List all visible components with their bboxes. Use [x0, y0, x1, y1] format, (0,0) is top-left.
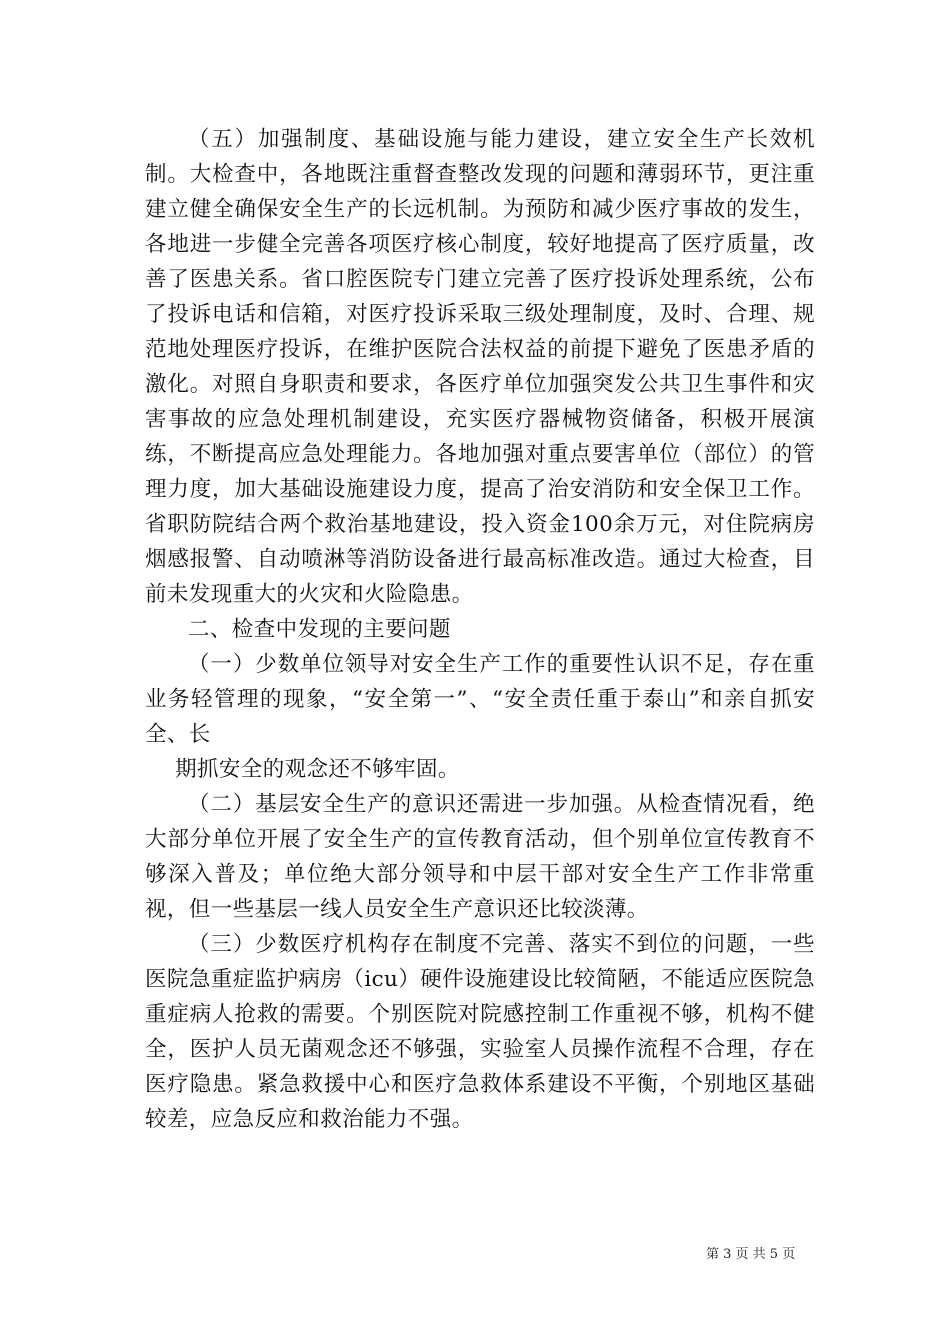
paragraph-issue-grassroots-awareness: （二）基层安全生产的意识还需进一步加强。从检查情况看，绝大部分单位开展了安全生产的宣传教育活动，但个别单位宣传教育不够深入普及；单位绝大部分领导和中层干部对安全生产工作非常重视，但一些基层一线人员安全生产意识还比较淡薄。 — [145, 792, 815, 922]
paragraph-issue-leadership-awareness: （一）少数单位领导对安全生产工作的重要性认识不足，存在重业务轻管理的现象，“安全第一”、“安全责任重于泰山”和亲自抓安全、长 — [145, 652, 815, 747]
paragraph-issue-leadership-awareness-continued: 期抓安全的观念还不够牢固。 — [175, 757, 460, 782]
document-body — [145, 122, 815, 1137]
page-number-footer: 第 3 页 共 5 页 — [706, 1247, 796, 1262]
paragraph-infrastructure-building: （五）加强制度、基础设施与能力建设，建立安全生产长效机制。大检查中，各地既注重督查整改发现的问题和薄弱环节，更注重建立健全确保安全生产的长远机制。为预防和减少医疗事故的发生，各地进一步健全完善各项医疗核心制度，较好地提高了医疗质量，改善了医患关系。省口腔医院专门建立完善了医疗投诉处理系统，公布了投诉电话和信箱，对医疗投诉采取三级处理制度，及时、合理、规范地处理医疗投诉，在维护医院合法权益的前提下避免了医患矛盾的激化。对照自身职责和要求，各医疗单位加强突发公共卫生事件和灾害事故的应急处理机制建设，充实医疗器械物资储备，积极开展演练，不断提高应急处理能力。各地加强对重点要害单位（部位）的管理力度，加大基础设施建设力度，提高了治安消防和安全保卫工作。省职防院结合两个救治基地建设，投入资金100余万元，对住院病房烟感报警、自动喷淋等消防设备进行最高标准改造。通过大检查，目前未发现重大的火灾和火险隐患。 — [145, 127, 815, 607]
section-heading-main-problems: 二、检查中发现的主要问题 — [188, 617, 451, 642]
paragraph-issue-medical-institutions: （三）少数医疗机构存在制度不完善、落实不到位的问题，一些医院急重症监护病房（icu）硬件设施建设比较简陋，不能适应医院急重症病人抢救的需要。个别医院对院感控制工作重视不够，机构不健全，医护人员无菌观念还不够强，实验室人员操作流程不合理，存在医疗隐患。紧急救援中心和医疗急救体系建设不平衡，个别地区基础较差，应急反应和救治能力不强。 — [145, 932, 815, 1132]
